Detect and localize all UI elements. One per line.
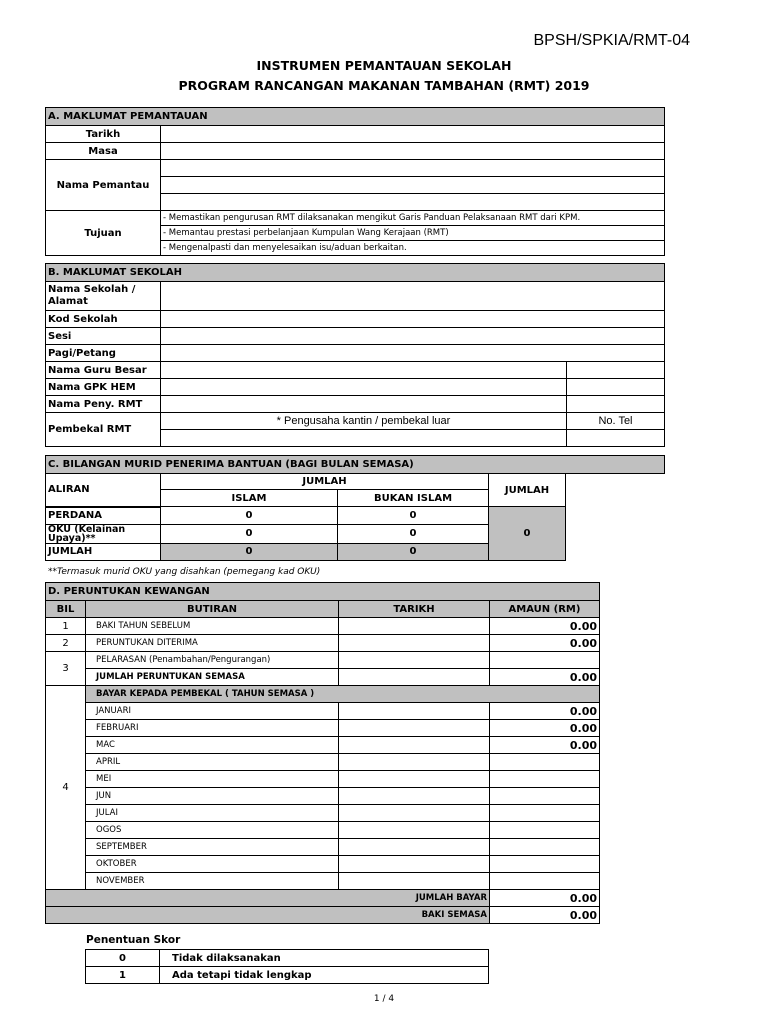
jumlah-group-header: JUMLAH	[161, 474, 489, 490]
tujuan-item: - Memastikan pengurusan RMT dilaksanakan mengikut Garis Panduan Pelaksanaan RMT dari KPM.	[161, 211, 665, 226]
row-bil: 3	[46, 652, 86, 686]
oku-bukan-islam[interactable]: 0	[338, 524, 489, 543]
baki-tahun-sebelum: BAKI TAHUN SEBELUM	[86, 618, 339, 635]
perdana-islam[interactable]: 0	[161, 507, 338, 525]
month-amaun[interactable]: 0.00	[490, 737, 600, 754]
pemantau-field-1[interactable]	[161, 160, 665, 177]
month-amaun[interactable]	[490, 873, 600, 890]
guru-besar-field[interactable]	[161, 362, 567, 379]
jumlah-bayar-label: JUMLAH BAYAR	[46, 890, 490, 907]
peny-field[interactable]	[161, 396, 567, 413]
jumlah-column-header: JUMLAH	[489, 474, 566, 507]
section-b-header: B. MAKLUMAT SEKOLAH	[46, 264, 665, 282]
month-tarikh[interactable]	[339, 720, 490, 737]
month-amaun[interactable]: 0.00	[490, 703, 600, 720]
tujuan-label: Tujuan	[46, 211, 161, 256]
month-amaun[interactable]: 0.00	[490, 720, 600, 737]
month-tarikh[interactable]	[339, 873, 490, 890]
row-amaun: 0.00	[490, 669, 600, 686]
bil-header: BIL	[46, 601, 86, 618]
peny-label: Nama Peny. RMT	[46, 396, 161, 413]
document-code: BPSH/SPKIA/RMT-04	[533, 32, 690, 49]
oku-islam[interactable]: 0	[161, 524, 338, 543]
tujuan-item: - Mengenalpasti dan menyelesaikan isu/aduan berkaitan.	[161, 241, 665, 256]
skor-value: 1	[86, 967, 160, 984]
sesi-field[interactable]	[161, 328, 665, 345]
month-label: NOVEMBER	[86, 873, 339, 890]
page-number: 1 / 4	[373, 994, 395, 1004]
jumlah-row-label: JUMLAH	[46, 543, 161, 560]
row-bil: 1	[46, 618, 86, 635]
skor-text: Tidak dilaksanakan	[160, 950, 489, 967]
pembekal-tel[interactable]	[567, 430, 665, 447]
butiran-header: BUTIRAN	[86, 601, 339, 618]
row-tarikh[interactable]	[339, 635, 490, 652]
pembekal-label: Pembekal RMT	[46, 413, 161, 447]
jumlah-bukan-islam: 0	[338, 543, 489, 560]
guru-besar-label: Nama Guru Besar	[46, 362, 161, 379]
row-tarikh	[339, 669, 490, 686]
gpk-label: Nama GPK HEM	[46, 379, 161, 396]
oku-label: OKU (Kelainan Upaya)**	[46, 524, 161, 543]
pagi-petang-field[interactable]	[161, 345, 665, 362]
kod-sekolah-label: Kod Sekolah	[46, 311, 161, 328]
gpk-tel[interactable]	[567, 379, 665, 396]
bukan-islam-header: BUKAN ISLAM	[338, 490, 489, 507]
row-amaun[interactable]: 0.00	[490, 618, 600, 635]
month-label: OKTOBER	[86, 856, 339, 873]
tarikh-field[interactable]	[161, 126, 665, 143]
section-d-table	[45, 582, 600, 924]
month-label: APRIL	[86, 754, 339, 771]
month-tarikh[interactable]	[339, 754, 490, 771]
row-amaun[interactable]: 0.00	[490, 635, 600, 652]
aliran-header: ALIRAN	[46, 474, 161, 507]
row-amaun[interactable]	[490, 652, 600, 669]
jumlah-bayar-amaun: 0.00	[490, 890, 600, 907]
month-label: JULAI	[86, 805, 339, 822]
month-amaun[interactable]	[490, 805, 600, 822]
month-label: SEPTEMBER	[86, 839, 339, 856]
month-tarikh[interactable]	[339, 703, 490, 720]
month-tarikh[interactable]	[339, 788, 490, 805]
month-tarikh[interactable]	[339, 822, 490, 839]
month-amaun[interactable]	[490, 856, 600, 873]
month-label: JUN	[86, 788, 339, 805]
month-tarikh[interactable]	[339, 856, 490, 873]
tujuan-item: - Memantau prestasi perbelanjaan Kumpulan Wang Kerajaan (RMT)	[161, 226, 665, 241]
nama-sekolah-field[interactable]	[161, 282, 665, 311]
amaun-header: AMAUN (RM)	[490, 601, 600, 618]
perdana-bukan-islam[interactable]: 0	[338, 507, 489, 525]
month-label: OGOS	[86, 822, 339, 839]
jumlah-total: 0	[489, 507, 566, 561]
section-c-table	[45, 455, 665, 561]
row-tarikh[interactable]	[339, 652, 490, 669]
month-amaun[interactable]	[490, 822, 600, 839]
month-amaun[interactable]	[490, 788, 600, 805]
skor-table	[85, 949, 489, 984]
pembekal-field[interactable]	[161, 430, 567, 447]
peny-tel[interactable]	[567, 396, 665, 413]
pemantau-label: Nama Pemantau	[46, 160, 161, 211]
bayar-pembekal-header: BAYAR KEPADA PEMBEKAL ( TAHUN SEMASA )	[86, 686, 600, 703]
month-label: MEI	[86, 771, 339, 788]
month-label: MAC	[86, 737, 339, 754]
title-line-1: INSTRUMEN PEMANTAUAN SEKOLAH	[256, 58, 512, 73]
month-tarikh[interactable]	[339, 805, 490, 822]
islam-header: ISLAM	[161, 490, 338, 507]
tarikh-header: TARIKH	[339, 601, 490, 618]
section-c-header: C. BILANGAN MURID PENERIMA BANTUAN (BAGI BULAN SEMASA)	[46, 456, 665, 474]
row-tarikh[interactable]	[339, 618, 490, 635]
oku-footnote: **Termasuk murid OKU yang disahkan (pemegang kad OKU)	[48, 567, 321, 577]
penentuan-skor-title: Penentuan Skor	[86, 934, 181, 946]
tarikh-label: Tarikh	[46, 126, 161, 143]
jumlah-islam: 0	[161, 543, 338, 560]
perdana-label: PERDANA	[46, 507, 161, 525]
section-a-header: A. MAKLUMAT PEMANTAUAN	[46, 108, 665, 126]
month-tarikh[interactable]	[339, 839, 490, 856]
month-amaun[interactable]	[490, 754, 600, 771]
month-amaun[interactable]	[490, 771, 600, 788]
jumlah-peruntukan-semasa: JUMLAH PERUNTUKAN SEMASA	[86, 669, 339, 686]
month-label: FEBRUARI	[86, 720, 339, 737]
nama-sekolah-label: Nama Sekolah / Alamat	[46, 282, 161, 311]
skor-text: Ada tetapi tidak lengkap	[160, 967, 489, 984]
month-tarikh[interactable]	[339, 771, 490, 788]
pemantau-field-3[interactable]	[161, 194, 665, 211]
month-amaun[interactable]	[490, 839, 600, 856]
month-label: JANUARI	[86, 703, 339, 720]
month-tarikh[interactable]	[339, 737, 490, 754]
masa-label: Masa	[46, 143, 161, 160]
section-d-header: D. PERUNTUKAN KEWANGAN	[46, 583, 600, 601]
pengusaha-note: * Pengusaha kantin / pembekal luar	[161, 413, 567, 430]
baki-semasa-label: BAKI SEMASA	[46, 907, 490, 924]
sesi-label: Sesi	[46, 328, 161, 345]
gpk-field[interactable]	[161, 379, 567, 396]
pagi-petang-label: Pagi/Petang	[46, 345, 161, 362]
skor-value: 0	[86, 950, 160, 967]
peruntukan-diterima: PERUNTUKAN DITERIMA	[86, 635, 339, 652]
baki-semasa-amaun: 0.00	[490, 907, 600, 924]
guru-besar-tel[interactable]	[567, 362, 665, 379]
pelarasan: PELARASAN (Penambahan/Pengurangan)	[86, 652, 339, 669]
row-bil: 4	[46, 686, 86, 890]
section-a-table	[45, 107, 665, 256]
no-tel-label: No. Tel	[567, 413, 665, 430]
row-bil: 2	[46, 635, 86, 652]
title-line-2: PROGRAM RANCANGAN MAKANAN TAMBAHAN (RMT) 2019	[178, 78, 590, 93]
section-b-table	[45, 263, 665, 447]
masa-field[interactable]	[161, 143, 665, 160]
kod-sekolah-field[interactable]	[161, 311, 665, 328]
pemantau-field-2[interactable]	[161, 177, 665, 194]
